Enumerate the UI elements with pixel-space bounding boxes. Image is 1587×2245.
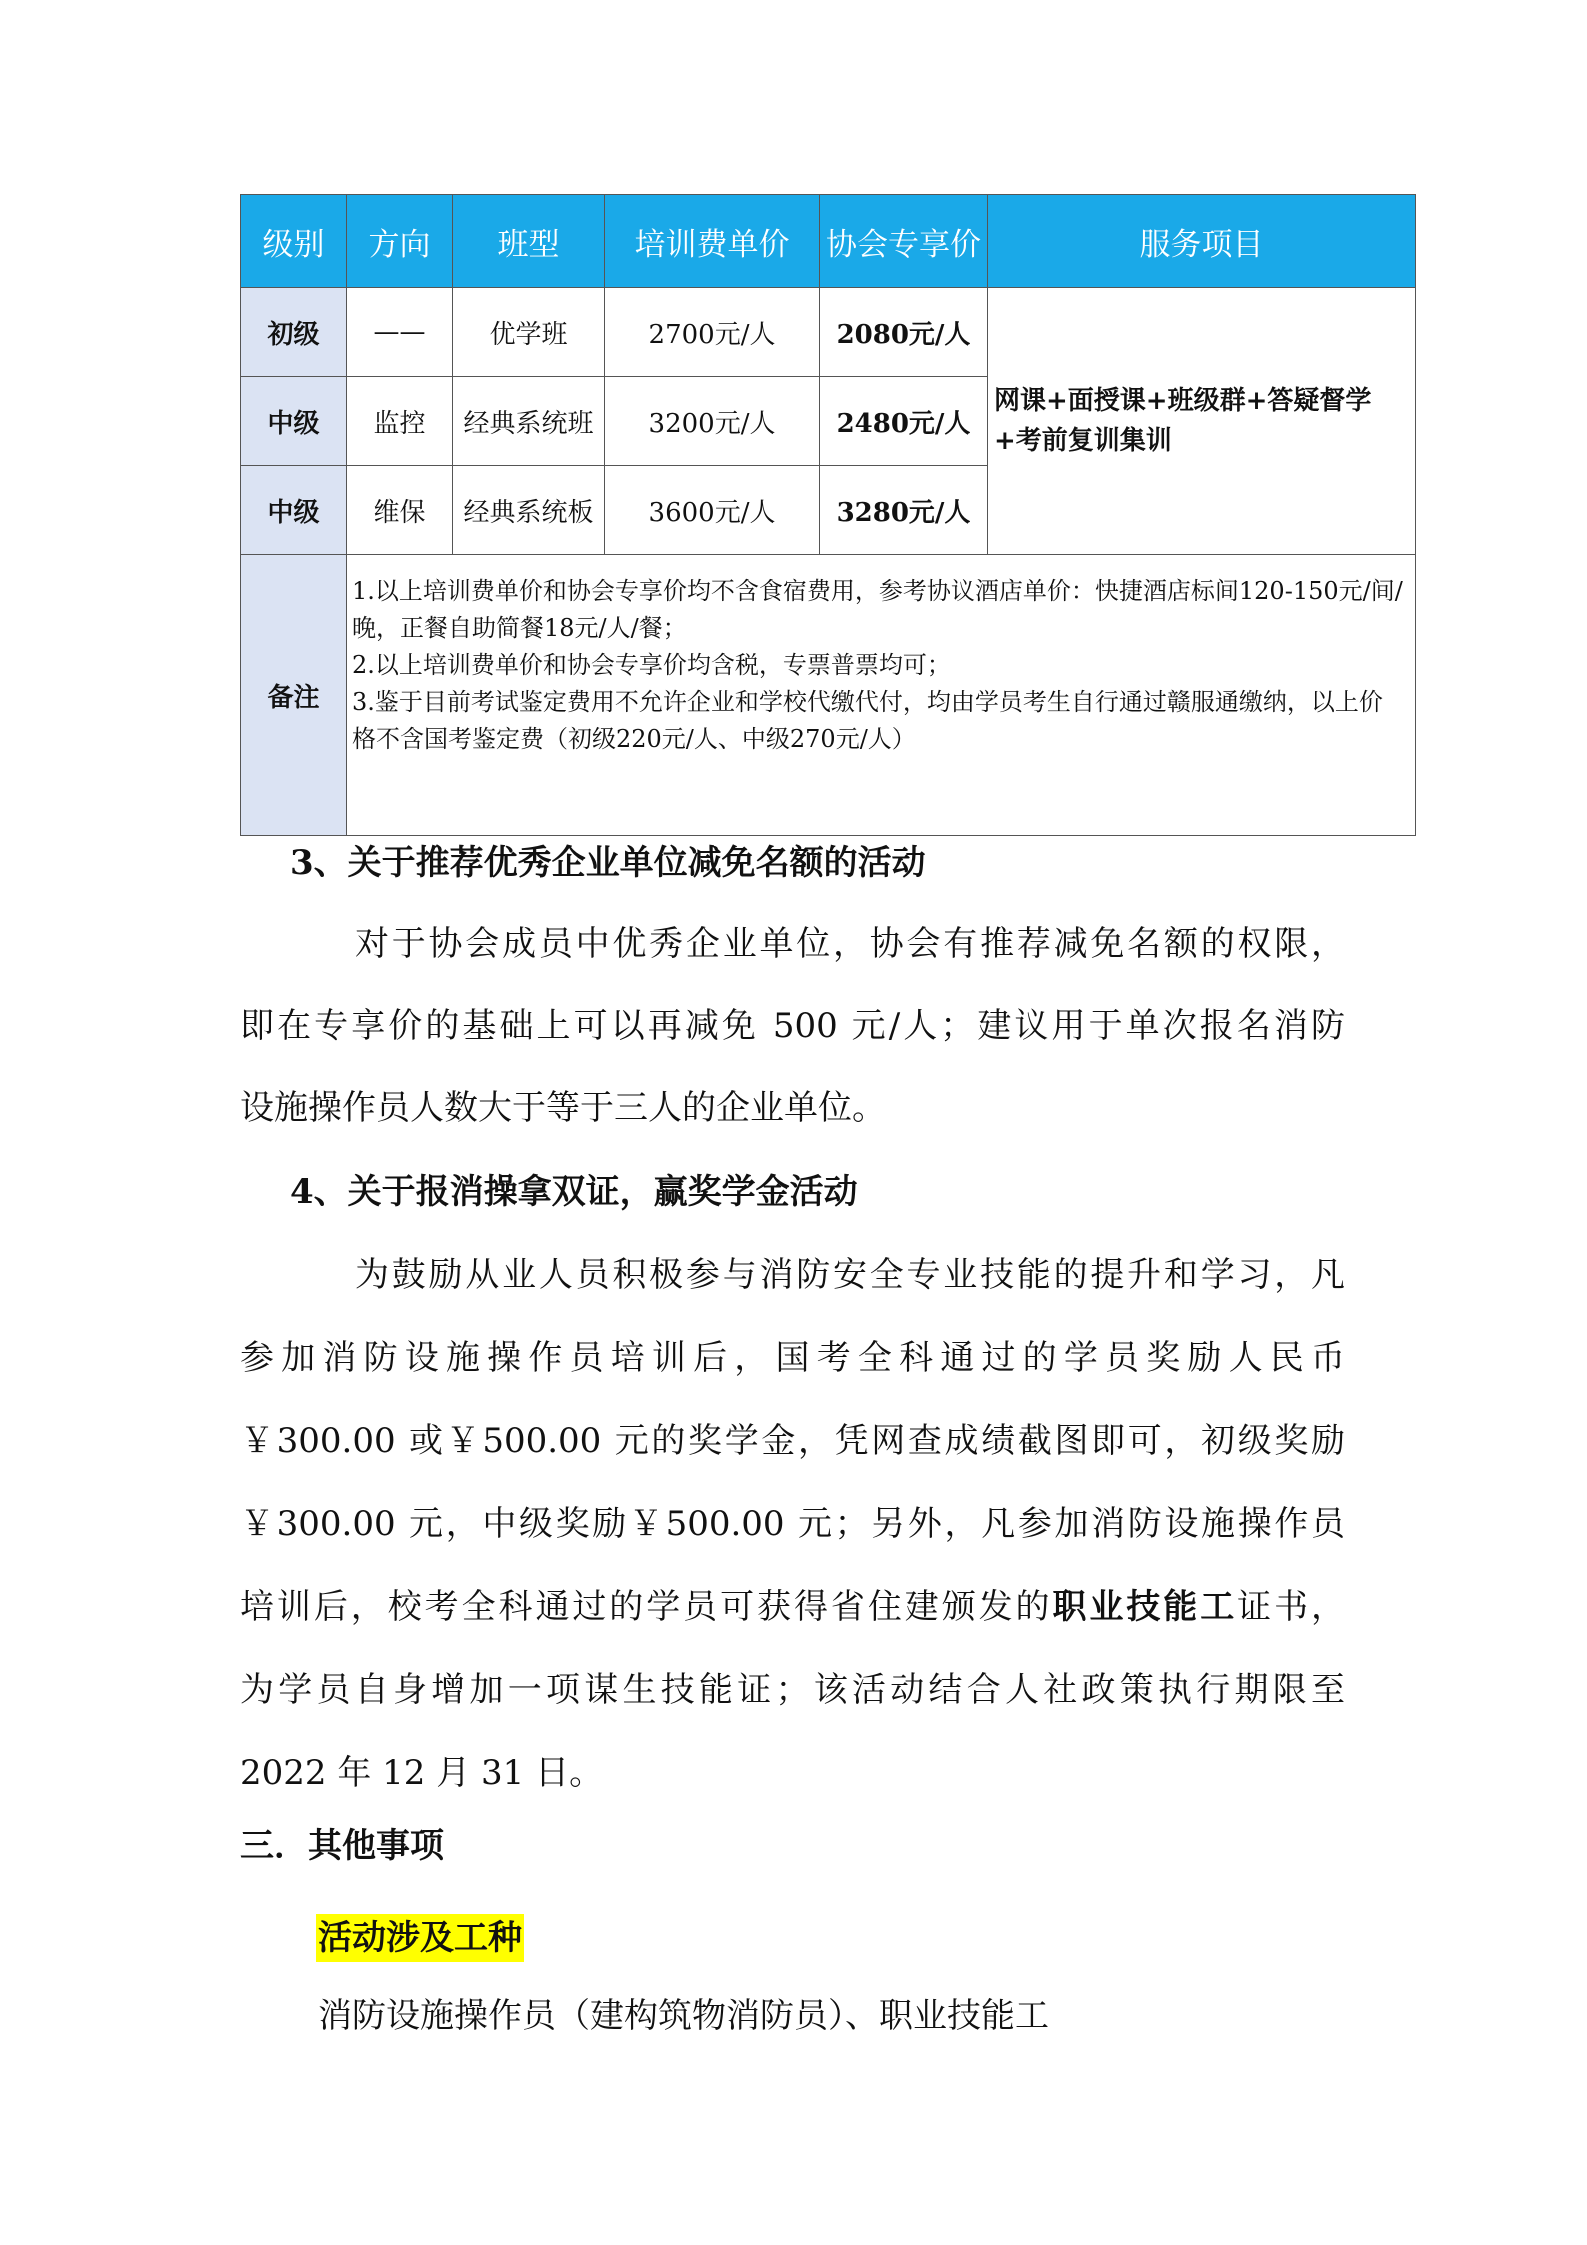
table-row: [241, 288, 1416, 377]
cell-member-price: 2080元/人: [820, 288, 988, 377]
notes-row: [241, 555, 1416, 836]
cell-direction: 维保: [347, 466, 453, 555]
header-unit-price: 培训费单价: [605, 195, 820, 288]
cell-level: 中级: [241, 466, 347, 555]
section4-line: ￥300.00 元，中级奖励￥500.00 元；另外，凡参加消防设施操作员: [240, 1504, 1345, 1544]
section4-line: 2022 年 12 月 31 日。: [240, 1753, 604, 1793]
cell-member-price: 3280元/人: [820, 466, 988, 555]
section4-line-5-end: 证书，: [1237, 1587, 1346, 1627]
cell-level: 初级: [241, 288, 347, 377]
section4-line-5: [240, 1587, 1345, 1627]
header-direction: 方向: [347, 195, 453, 288]
notes-label: 备注: [241, 555, 347, 836]
note-item: 1.以上培训费单价和协会专享价均不含食宿费用，参考协议酒店单价：快捷酒店标间120-150元/间/晚，正餐自助简餐18元/人/餐；: [352, 577, 1403, 642]
notes-cell: [347, 555, 1416, 836]
section4-line-5-start: 培训后，校考全科通过的学员可获得省住建颁发的: [240, 1587, 1053, 1627]
header-level: 级别: [241, 195, 347, 288]
highlight-label: 活动涉及工种: [316, 1914, 524, 1962]
other-heading: 三．其他事项: [240, 1826, 444, 1866]
note-item: 3.鉴于目前考试鉴定费用不允许企业和学校代缴代付，均由学员考生自行通过赣服通缴纳，以上价格不含国考鉴定费（初级220元/人、中级270元/人）: [352, 688, 1383, 753]
cell-unit-price: 3200元/人: [605, 377, 820, 466]
cell-direction: 监控: [347, 377, 453, 466]
cell-class-type: 经典系统板: [453, 466, 605, 555]
header-member-price: 协会专享价: [820, 195, 988, 288]
cell-member-price: 2480元/人: [820, 377, 988, 466]
cell-class-type: 优学班: [453, 288, 605, 377]
section3-line: 对于协会成员中优秀企业单位，协会有推荐减免名额的权限，: [355, 924, 1345, 964]
jobs-text: 消防设施操作员（建构筑物消防员）、职业技能工: [318, 1996, 1049, 2036]
highlight-label-wrap: [316, 1918, 524, 1958]
section4-line: 参加消防设施操作员培训后，国考全科通过的学员奖励人民币: [240, 1338, 1345, 1378]
note-item: 2.以上培训费单价和协会专享价均含税，专票普票均可；: [352, 651, 951, 679]
cell-class-type: 经典系统班: [453, 377, 605, 466]
fee-table: [240, 194, 1416, 836]
cell-level: 中级: [241, 377, 347, 466]
table-header-row: [241, 195, 1416, 288]
cell-unit-price: 2700元/人: [605, 288, 820, 377]
cell-unit-price: 3600元/人: [605, 466, 820, 555]
cell-services: 网课+面授课+班级群+答疑督学+考前复训集训: [988, 288, 1416, 555]
section4-line: ￥300.00 或￥500.00 元的奖学金，凭网查成绩截图即可，初级奖励: [240, 1421, 1345, 1461]
section3-line: 即在专享价的基础上可以再减免 500 元/人；建议用于单次报名消防: [240, 1006, 1345, 1046]
header-services: 服务项目: [988, 195, 1416, 288]
cell-direction: ——: [347, 288, 453, 377]
section4-line: 为学员自身增加一项谋生技能证；该活动结合人社政策执行期限至: [240, 1670, 1345, 1710]
section3-heading: 3、关于推荐优秀企业单位减免名额的活动: [290, 843, 926, 883]
section4-line: 为鼓励从业人员积极参与消防安全专业技能的提升和学习，凡: [355, 1255, 1345, 1295]
section4-heading: 4、关于报消操拿双证，赢奖学金活动: [290, 1172, 858, 1212]
section3-line: 设施操作员人数大于等于三人的企业单位。: [240, 1088, 886, 1128]
job-highlight-text: 职业技能工: [1052, 1587, 1238, 1627]
header-class-type: 班型: [453, 195, 605, 288]
